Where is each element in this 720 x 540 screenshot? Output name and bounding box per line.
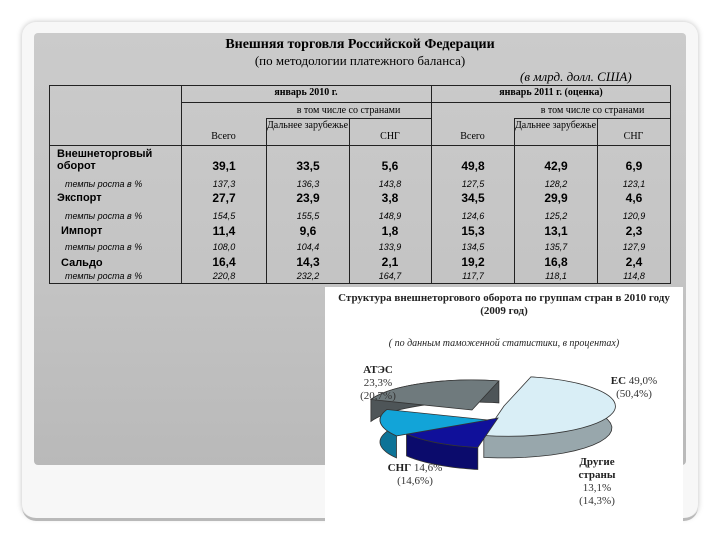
label-eu-2010: 49,0% — [628, 375, 658, 387]
col-total-2010: Всего — [211, 131, 236, 142]
table-cell: 2,4 — [625, 255, 643, 269]
label-apec-2010: 23,3% — [363, 377, 393, 389]
label-cis-2009: (14,6%) — [397, 475, 433, 487]
table-cell: 3,8 — [381, 191, 399, 205]
rate-cell: 127,5 — [461, 179, 485, 189]
col-far-2010: Дальнее зарубежье — [266, 120, 349, 131]
label-other — [566, 456, 628, 508]
units-note: (в млрд. долл. США) — [520, 69, 632, 84]
rate-cell: 164,7 — [378, 271, 402, 281]
label-apec — [348, 364, 408, 403]
rate-cell: 137,3 — [212, 179, 236, 189]
rate-cell: 133,9 — [378, 242, 402, 252]
rate-label: темпы роста в % — [65, 242, 143, 252]
label-apec-2009: (20,7%) — [360, 390, 396, 402]
table-cell: 4,6 — [625, 191, 643, 205]
table-cell: 34,5 — [461, 191, 485, 205]
rate-cell: 128,2 — [544, 179, 568, 189]
col-far-2011: Дальнее зарубежье — [514, 120, 597, 131]
rate-cell: 108,0 — [212, 242, 236, 252]
table-cell: 27,7 — [212, 191, 236, 205]
row-label-import: Импорт — [61, 225, 103, 237]
label-eu-2009: (50,4%) — [616, 388, 652, 400]
rate-cell: 124,6 — [461, 211, 485, 221]
table-cell: 39,1 — [212, 159, 236, 173]
table-cell: 9,6 — [299, 224, 317, 238]
table-cell: 14,3 — [296, 255, 320, 269]
table-cell: 23,9 — [296, 191, 320, 205]
label-other-2010: 13,1% — [582, 482, 612, 494]
table-cell: 16,4 — [212, 255, 236, 269]
rate-label: темпы роста в % — [65, 179, 143, 189]
page-subtitle: (по методологии платежного баланса) — [254, 53, 466, 68]
row-label-turnover: Внешнеторговый оборот — [57, 148, 153, 172]
label-other-name2: страны — [578, 469, 616, 481]
rate-cell: 232,2 — [296, 271, 320, 281]
period-2010-header: январь 2010 г. — [274, 87, 338, 98]
period-2011-header: январь 2011 г. (оценка) — [499, 87, 603, 98]
row-label-export: Экспорт — [57, 192, 102, 204]
table-cell: 13,1 — [544, 224, 568, 238]
table-cell: 49,8 — [461, 159, 485, 173]
rate-cell: 120,9 — [622, 211, 646, 221]
rate-cell: 118,1 — [545, 271, 567, 281]
rate-cell: 155,5 — [296, 211, 320, 221]
label-cis-2010: 14,6% — [413, 462, 443, 474]
label-cis — [375, 462, 455, 488]
rate-cell: 117,7 — [462, 271, 484, 281]
page-title: Внешняя торговля Российской Федерации — [225, 37, 495, 52]
rate-cell: 148,9 — [378, 211, 402, 221]
incl-countries-2011: в том числе со странами — [540, 105, 645, 116]
rate-cell: 114,8 — [623, 271, 645, 281]
col-cis-2011: СНГ — [623, 131, 644, 142]
rate-cell: 104,4 — [296, 242, 320, 252]
table-cell: 16,8 — [544, 255, 568, 269]
rate-label: темпы роста в % — [65, 211, 143, 221]
table-cell: 5,6 — [381, 159, 399, 173]
rate-cell: 134,5 — [461, 242, 485, 252]
rate-cell: 136,3 — [296, 179, 320, 189]
table-cell: 11,4 — [212, 224, 236, 238]
chart-title: Структура внешнеторгового оборота по группам стран в 2010 году (2009 год) — [338, 292, 670, 317]
rate-cell: 135,7 — [544, 242, 568, 252]
label-other-name1: Другие — [579, 456, 615, 468]
table-cell: 29,9 — [544, 191, 568, 205]
rate-cell: 143,8 — [378, 179, 402, 189]
table-cell: 6,9 — [625, 159, 643, 173]
label-other-2009: (14,3%) — [579, 495, 615, 507]
col-total-2011: Всего — [460, 131, 485, 142]
label-cis-name: СНГ — [387, 462, 412, 474]
col-cis-2010: СНГ — [380, 131, 400, 142]
rate-cell: 220,8 — [212, 271, 236, 281]
label-eu — [598, 375, 670, 401]
rate-cell: 123,1 — [622, 179, 646, 189]
rate-cell: 125,2 — [544, 211, 568, 221]
rate-cell: 154,5 — [212, 211, 236, 221]
table-cell: 2,3 — [625, 224, 643, 238]
incl-countries-2010: в том числе со странами — [296, 105, 401, 116]
table-cell: 19,2 — [461, 255, 485, 269]
rate-cell: 127,9 — [622, 242, 646, 252]
table-cell: 1,8 — [381, 224, 399, 238]
table-cell: 42,9 — [544, 159, 568, 173]
row-label-balance: Сальдо — [61, 257, 103, 269]
rate-label: темпы роста в % — [65, 271, 143, 281]
table-cell: 2,1 — [381, 255, 399, 269]
chart-note: ( по данным таможенной статистики, в процентах) — [388, 338, 620, 349]
label-eu-name: ЕС — [610, 375, 627, 387]
table-cell: 33,5 — [296, 159, 320, 173]
label-apec-name: АТЭС — [363, 364, 393, 376]
table-cell: 15,3 — [461, 224, 485, 238]
